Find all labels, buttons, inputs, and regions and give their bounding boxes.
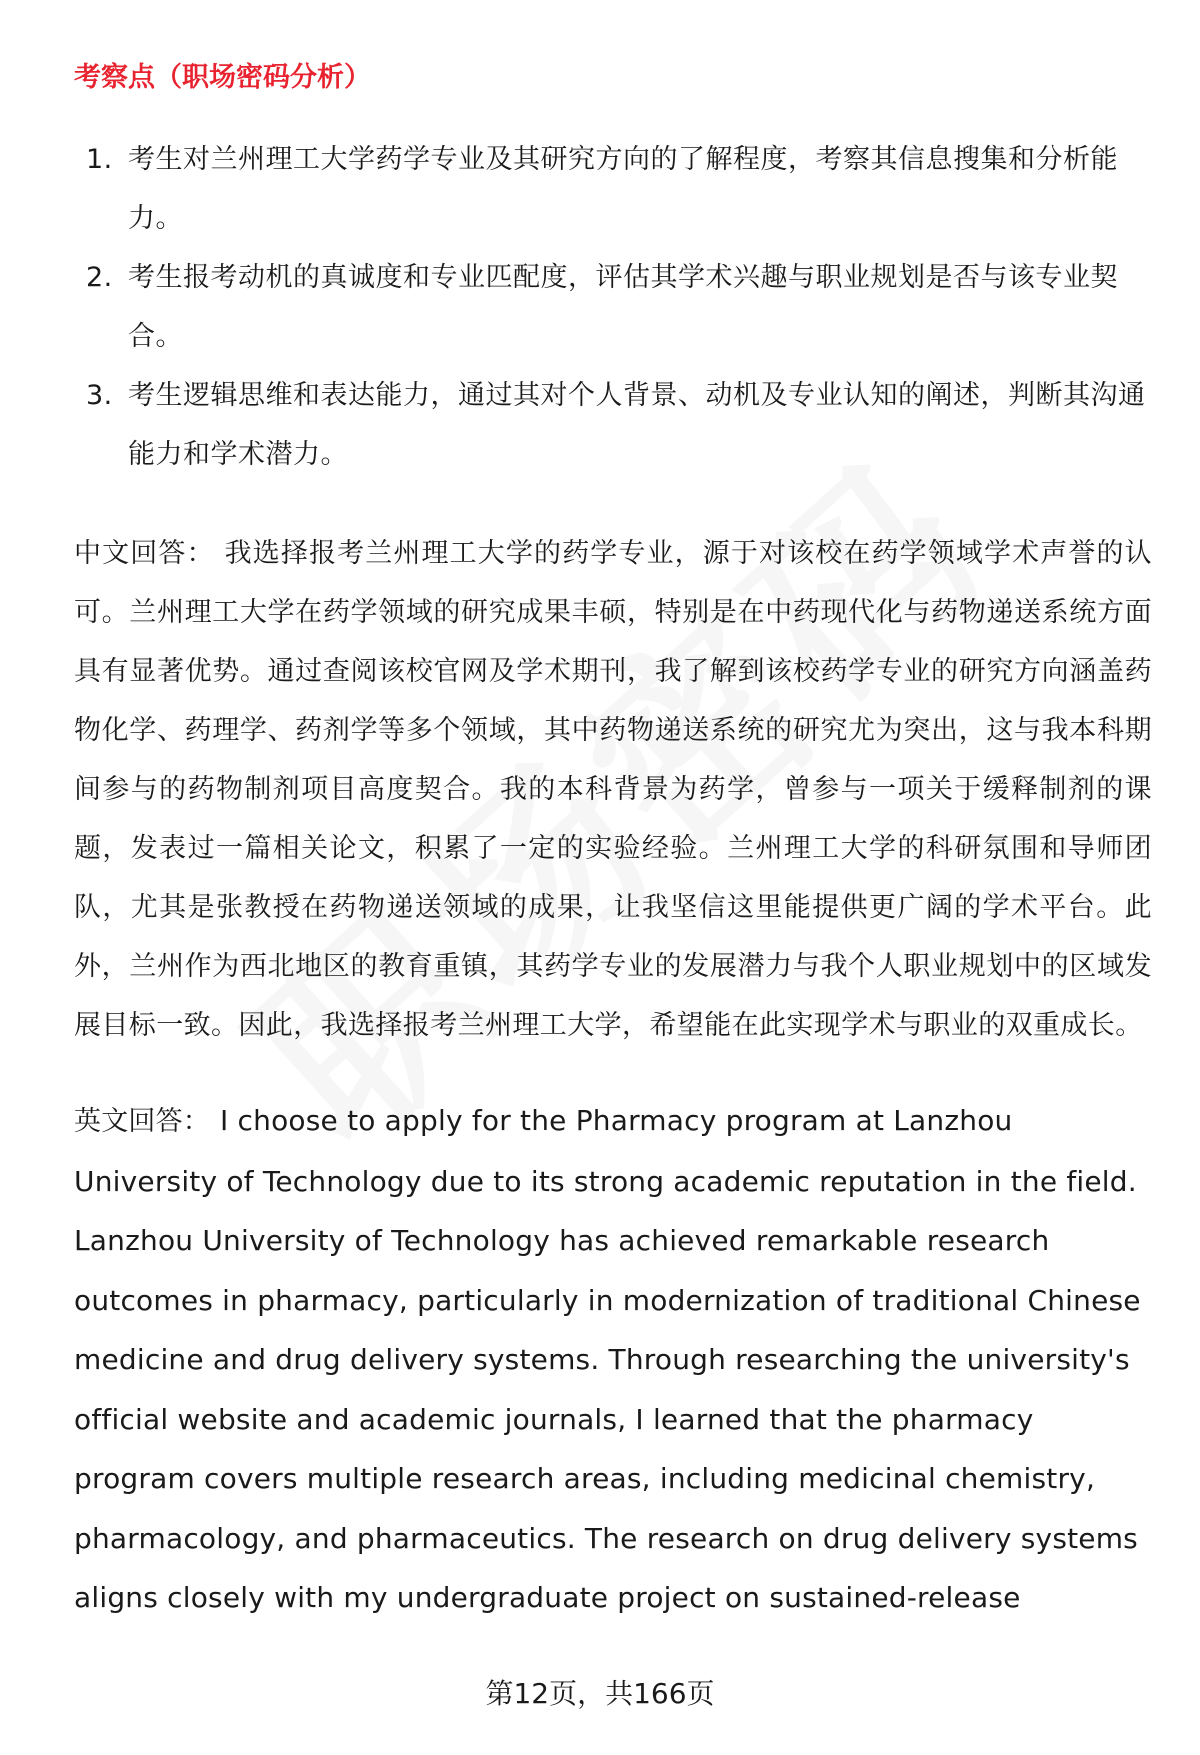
list-item bbox=[74, 366, 1152, 484]
list-item bbox=[74, 130, 1152, 248]
list-item-text: 考生逻辑思维和表达能力，通过其对个人背景、动机及专业认知的阐述，判断其沟通能力和学术潜力。 bbox=[128, 380, 1146, 470]
chinese-answer-label: 中文回答： bbox=[74, 538, 215, 569]
english-answer-text: I choose to apply for the Pharmacy program at Lanzhou University of Technology due to its strong academic reputation in the field. Lanzhou University of Technology has achieved remarkable research outcomes in pharmacy, particularly in modernization of traditional Chinese medicine and drug delivery systems. Through researching the university's official website and academic journals, I learned that the pharmacy program covers multiple research areas, including medicinal chemistry, pharmacology, and pharmaceutics. The research on drug delivery systems aligns closely with my undergraduate project on sustained-release bbox=[74, 1104, 1141, 1614]
list-item-text: 考生报考动机的真诚度和专业匹配度，评估其学术兴趣与职业规划是否与该专业契合。 bbox=[128, 262, 1118, 352]
chinese-answer-text: 我选择报考兰州理工大学的药学专业，源于对该校在药学领域学术声誉的认可。兰州理工大学在药学领域的研究成果丰硕，特别是在中药现代化与药物递送系统方面具有显著优势。通过查阅该校官网及学术期刊，我了解到该校药学专业的研究方向涵盖药物化学、药理学、药剂学等多个领域，其中药物递送系统的研究尤为突出，这与我本科期间参与的药物制剂项目高度契合。我的本科背景为药学，曾参与一项关于缓释制剂的课题，发表过一篇相关论文，积累了一定的实验经验。兰州理工大学的科研氛围和导师团队，尤其是张教授在药物递送领域的成果，让我坚信这里能提供更广阔的学术平台。此外，兰州作为西北地区的教育重镇，其药学专业的发展潜力与我个人职业规划中的区域发展目标一致。因此，我选择报考兰州理工大学，希望能在此实现学术与职业的双重成长。 bbox=[74, 538, 1152, 1041]
list-item-number: 2. bbox=[86, 262, 113, 293]
list-item-number: 1. bbox=[86, 144, 113, 175]
list-item-text: 考生对兰州理工大学药学专业及其研究方向的了解程度，考察其信息搜集和分析能力。 bbox=[128, 144, 1118, 234]
list-item-number: 3. bbox=[86, 380, 113, 411]
list-item bbox=[74, 248, 1152, 366]
section-heading: 考察点（职场密码分析） bbox=[74, 62, 371, 93]
assessment-points-list bbox=[74, 130, 1152, 484]
english-answer-paragraph bbox=[74, 1091, 1152, 1628]
chinese-answer-paragraph bbox=[74, 524, 1152, 1055]
english-answer-label: 英文回答： bbox=[74, 1106, 210, 1137]
page-number-footer: 第12页，共166页 bbox=[485, 1677, 715, 1710]
